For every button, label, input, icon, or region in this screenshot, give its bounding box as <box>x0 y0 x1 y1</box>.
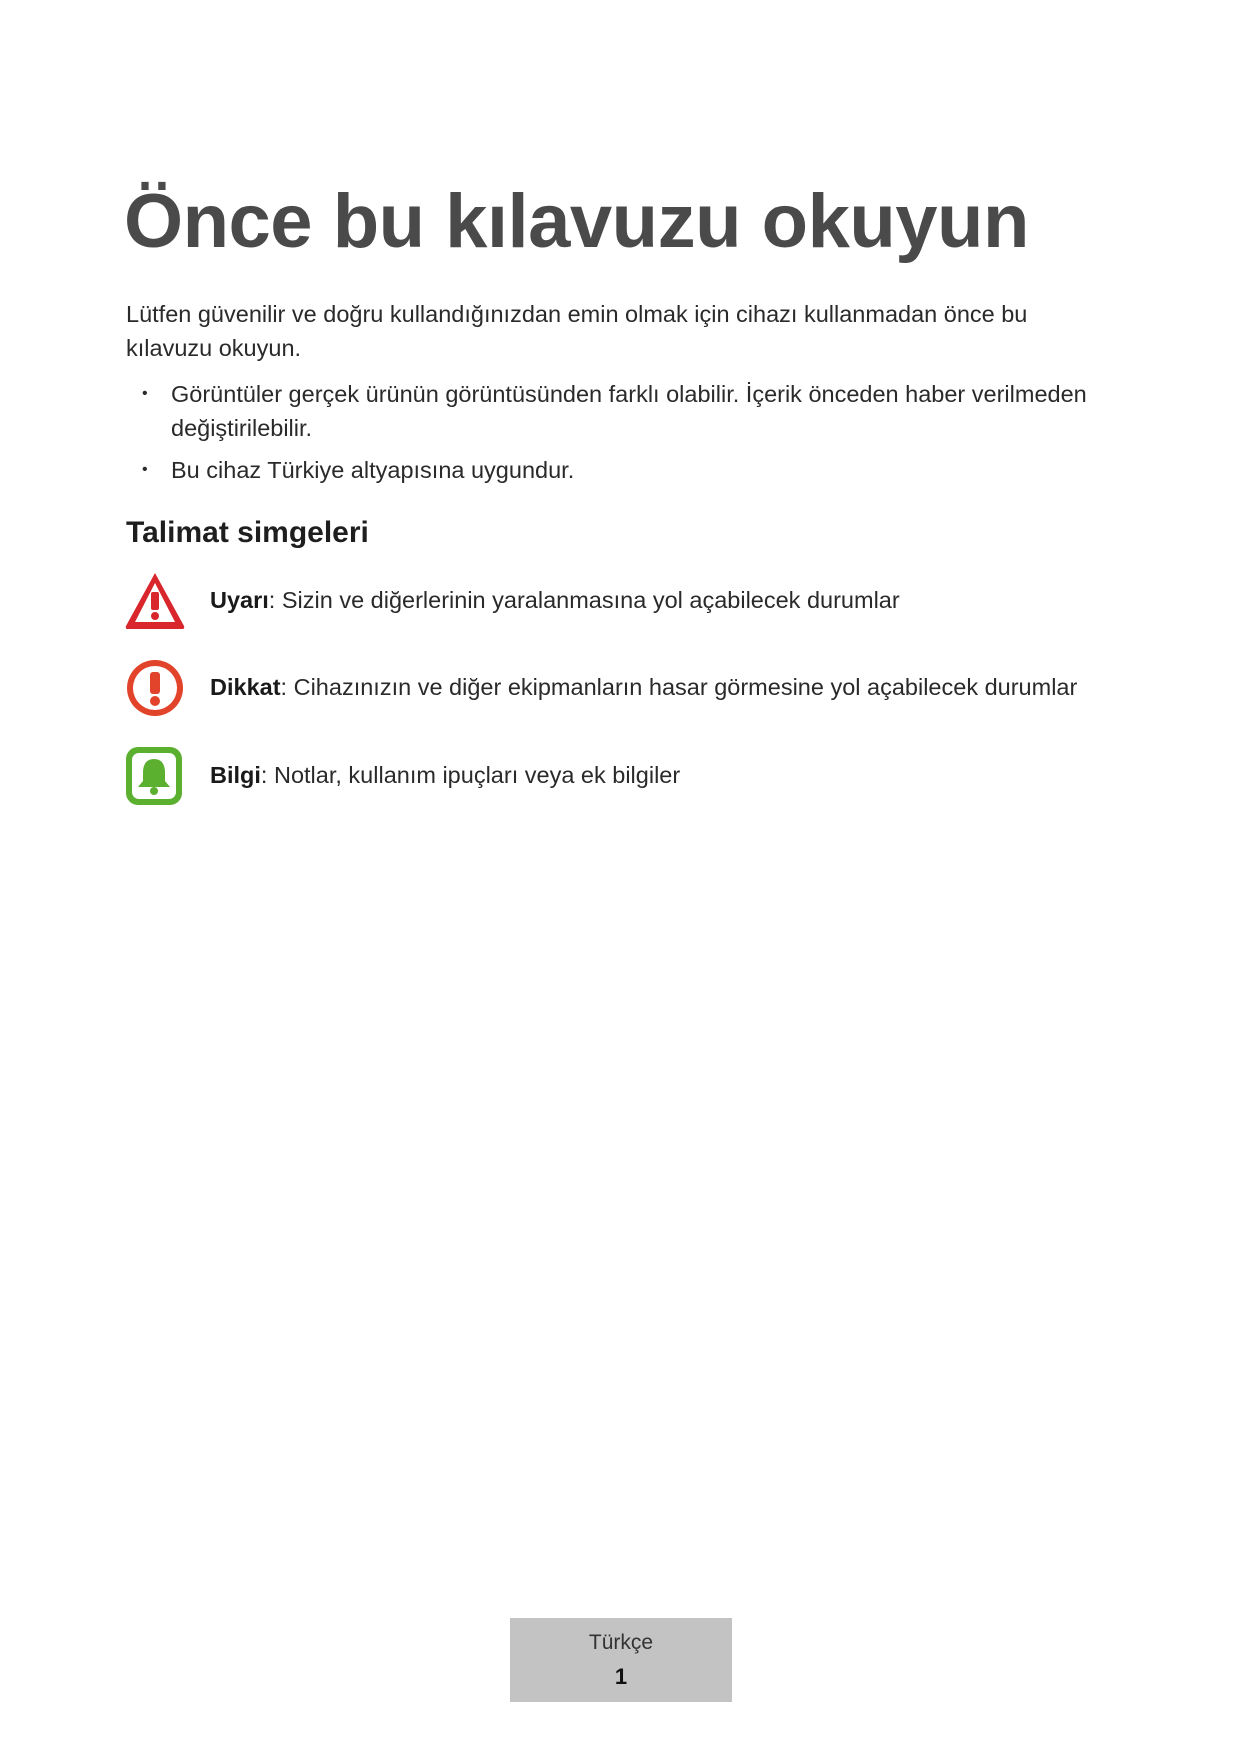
bullet-item <box>126 377 1126 445</box>
symbol-separator: : <box>268 587 276 613</box>
page-footer <box>510 1618 732 1702</box>
page-title: Önce bu kılavuzu okuyun <box>124 179 1029 264</box>
symbol-label: Uyarı <box>210 587 269 613</box>
symbol-row-warning <box>124 570 1124 632</box>
symbol-label: Dikkat <box>210 674 281 700</box>
bullet-list <box>126 377 1126 495</box>
symbol-description: Sizin ve diğerlerinin yaralanmasına yol açabilecek durumlar <box>275 587 900 613</box>
symbol-row-caution <box>124 657 1124 719</box>
symbol-row-info <box>124 745 1124 807</box>
bullet-item <box>126 453 1126 487</box>
bullet-dot: • <box>142 461 148 478</box>
symbol-separator: : <box>260 762 268 788</box>
bullet-text: Bu cihaz Türkiye altyapısına uygundur. <box>171 457 575 483</box>
symbol-description: Notlar, kullanım ipuçları veya ek bilgiler <box>267 762 681 788</box>
symbol-separator: : <box>280 674 288 700</box>
symbol-text-warning <box>210 583 900 617</box>
section-title: Talimat simgeleri <box>126 516 369 549</box>
bullet-text: Görüntüler gerçek ürünün görüntüsünden farklı olabilir. İçerik önceden haber verilmeden değiştirilebilir. <box>171 381 1087 441</box>
bullet-dot: • <box>142 385 148 402</box>
footer-language: Türkçe <box>588 1631 654 1654</box>
caution-exclamation-icon <box>124 657 186 719</box>
symbol-text-caution <box>210 670 1077 704</box>
warning-triangle-icon <box>124 570 186 632</box>
page-number: 1 <box>614 1664 628 1689</box>
intro-paragraph: Lütfen güvenilir ve doğru kullandığınızdan emin olmak için cihazı kullanmadan önce bu kılavuzu okuyun. <box>126 301 1028 361</box>
symbol-text-info <box>210 758 680 792</box>
symbol-label: Bilgi <box>210 762 261 788</box>
info-bell-icon <box>124 745 186 807</box>
symbol-description: Cihazınızın ve diğer ekipmanların hasar görmesine yol açabilecek durumlar <box>287 674 1078 700</box>
